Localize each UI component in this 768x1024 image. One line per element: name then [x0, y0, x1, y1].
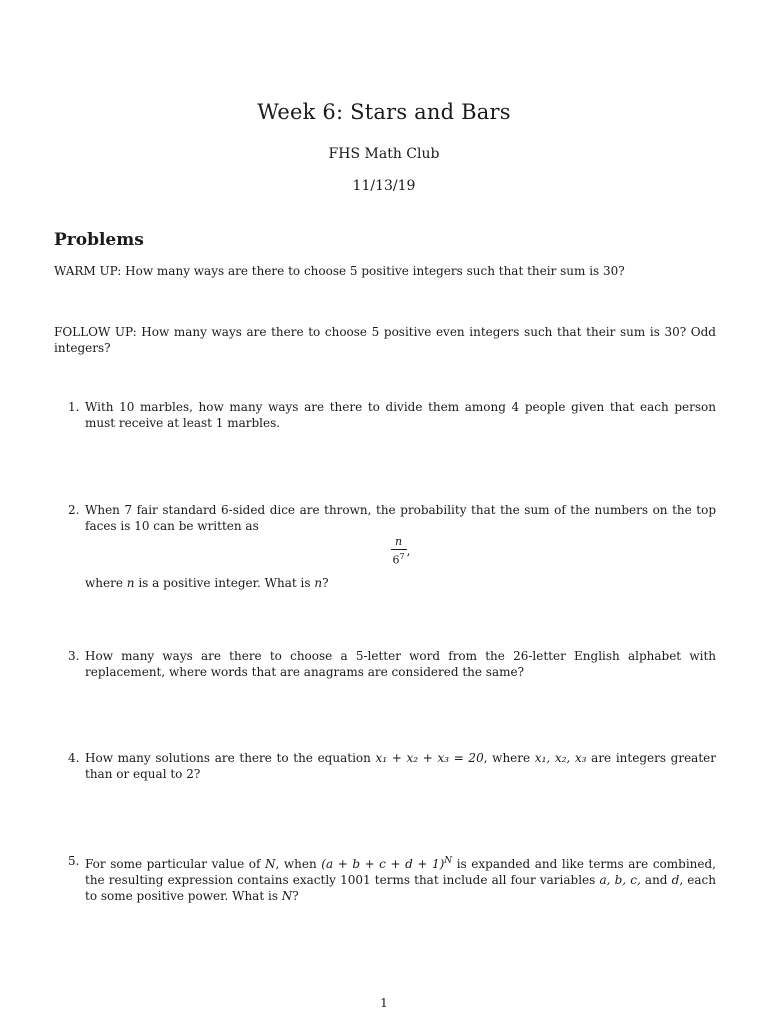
problem-body [85, 750, 716, 782]
problem-item [68, 648, 716, 680]
problem-item [68, 399, 716, 431]
problem-number: 5. [68, 854, 80, 868]
problem-body [85, 502, 716, 591]
variable-n: n [314, 575, 323, 590]
follow-up-text: FOLLOW UP: How many ways are there to choose 5 positive even integers such that their sum is 30? Odd integers? [54, 325, 716, 355]
problem-number: 4. [68, 751, 80, 765]
problem-number: 1. [68, 400, 80, 414]
fraction-denominator [393, 551, 405, 567]
problem-text: ? [292, 889, 299, 903]
page-number: 1 [380, 996, 388, 1010]
problem-text-after: where [85, 575, 127, 590]
problem-text-after: ? [322, 575, 329, 590]
fraction-bar [391, 549, 407, 550]
section-heading: Problems [54, 230, 144, 250]
variable-d: d [671, 873, 680, 887]
problem-text: With 10 marbles, how many ways are there to divide them among 4 people given that each person must receive at least 1 marbles. [85, 400, 716, 430]
document-date: 11/13/19 [352, 178, 416, 194]
problem-text: For some particular value of [85, 857, 266, 871]
problem-text: How many ways are there to choose a 5-letter word from the 26-letter English alphabet with replacement, where words that are anagrams are considered the same? [85, 649, 716, 679]
problem-text: , where [483, 751, 535, 765]
expression: (a + b + c + d + 1) [321, 857, 445, 871]
problem-item [68, 750, 716, 782]
variables: x₁, x₂, x₃ [534, 751, 587, 765]
expression-exponent: N [444, 856, 453, 866]
problem-body [85, 853, 716, 904]
variable-N: N [281, 889, 293, 903]
probability-fraction [85, 536, 716, 567]
problem-number: 3. [68, 649, 80, 663]
variables: a, b, c, [599, 873, 641, 887]
equation: x₁ + x₂ + x₃ = 20 [375, 751, 484, 765]
problem-text: When 7 fair standard 6-sided dice are thrown, the probability that the sum of the numbers on the top faces is 10 can be written as [85, 503, 716, 533]
variable-n: n [126, 575, 135, 590]
problem-item [68, 502, 716, 591]
problem-text: How many solutions are there to the equation [85, 751, 376, 765]
fraction-comma: , [406, 543, 411, 558]
problem-item [68, 853, 716, 904]
document-title: Week 6: Stars and Bars [257, 100, 511, 124]
denominator-base: 6 [392, 553, 400, 567]
problem-text: and [640, 873, 672, 887]
fraction-numerator: n [395, 535, 403, 548]
problem-text: are integers greater than or equal to 2? [85, 751, 716, 781]
problem-text-after: is a positive integer. What is [134, 575, 315, 590]
organization-name: FHS Math Club [328, 146, 440, 162]
problem-text: is expanded and like terms are combined, the resulting expression contains exactly 1001 terms that include all four variables [85, 857, 716, 887]
problem-number: 2. [68, 503, 80, 517]
denominator-exponent: 7 [399, 552, 405, 561]
variable-N: N [265, 857, 276, 871]
warm-up-text: WARM UP: How many ways are there to choose 5 positive integers such that their sum is 30? [54, 264, 625, 278]
problem-text: , when [275, 857, 322, 871]
problem-text: , each to some positive power. What is [85, 873, 716, 903]
